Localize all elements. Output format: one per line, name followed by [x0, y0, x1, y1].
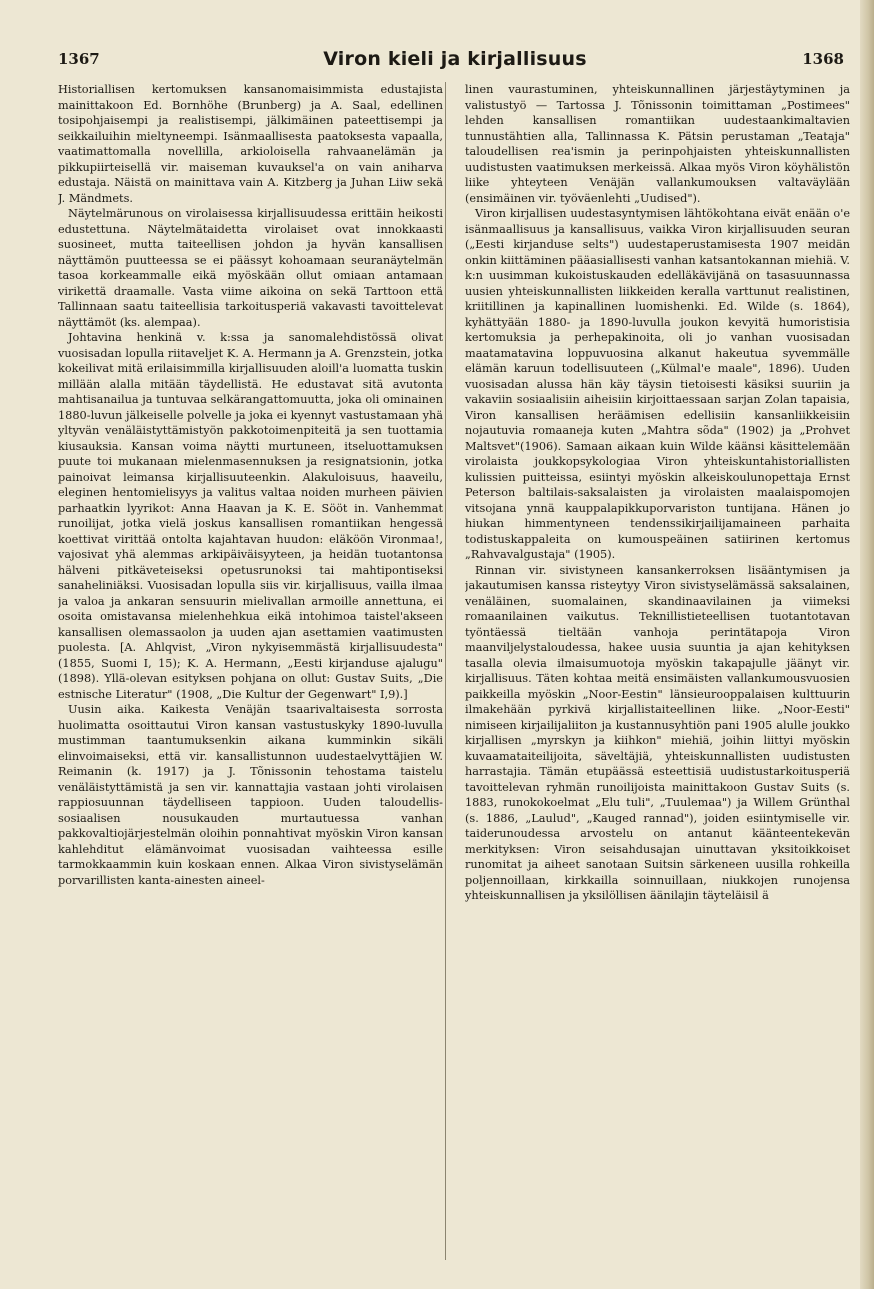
text-columns — [58, 82, 850, 1262]
paragraph: Uusin aika. Kaikesta Venäjän tsaarivaltaisesta sorrosta huolimatta osoittautui Viron kansan vastustuskyky 1890-luvulla mustimman taantumuksenkin aikana kumminkin sikäli elinvoimaiseksi, että vir. kansallistunnon uudestaelvyttäjien W. Reimanin (k. 1917) ja J. Tõnissonin tehostama taistelu venäläistyttämistä ja sen vir. kannattajia vastaan johti virolaisen rappiosuunnan täydelliseen tappioon. Uuden taloudellis-sosiaalisen nousukauden murtautuessa vanhan pakkovaltiojärjestelmän oloihin ponnahtivat myöskin Viron kansan kahlehditut elämänvoimat vuosisadan vaihteessa esille tarmokkaammin kuin koskaan ennen. Alkaa Viron sivistyselämän porvarillisten kanta-ainesten aineel- — [58, 703, 443, 887]
page-edge — [860, 0, 874, 1289]
paragraph: Historiallisen kertomuksen kansanomaisimmista edustajista mainittakoon Ed. Bornhöhe (Brunberg) ja A. Saal, edellinen tosipohjaisempi ja realistisempi, jälkimäinen pateettisempi ja seikkailuihin mieltyneempi. Isänmaallisesta paatoksesta vapaalla, vaatimattomalla novellilla, arkioloisella rahvaanelämän ja pikkupiirteisellä vir. maiseman kuvauksel'a on vain aniharva edustaja. Näistä on mainittava vain A. Kitzberg ja Juhan Liiw sekä J. Mändmets. — [58, 83, 443, 205]
right-column — [465, 82, 850, 1262]
paragraph: Rinnan vir. sivistyneen kansankerroksen lisääntymisen ja jakautumisen kanssa risteytyy Viron sivistyselämässä saksalainen, venäläinen, suomalainen, skandinaavilainen ja viimeksi romaanilainen vaikutus. Teknillistieteellisen tuotantotavan työntäessä tieltään vanhoja perintätapoja Viron maanviljelystaloudessa, hakee uusia suuntia ja ajan kehityksen tasalla olevia ilmaisumuotoja myöskin takapajulle jäänyt vir. kirjallisuus. Täten kohtaa meitä ensimäisten vallankumousvuosien paikkeilla myöskin „Noor-Eestin" länsieurooppalaisen kulttuurin ilmakehään pyrkivä kirjallistaiteellinen liike. „Noor-Eesti" nimiseen kirjailijaliiton ja kustannusyhtiön pani 1905 alulle joukko kirjallisen „myrskyn ja kiihkon" miehiä, joihin liittyi myöskin kuvaamataiteilijoita, säveltäjiä, yhteiskunnallisten uudistusten harrastajia. Tämän etupäässä esteettisiä uudistustarkoitusperiä tavoittelevan ryhmän runoilijoista mainittakoon Gustav Suits (s. 1883, runokokoelmat „Elu tuli", „Tuulemaa") ja Willem Grünthal (s. 1886, „Laulud", „Kauged rannad"), joiden esiintymiselle vir. taiderunoudessa arvostelu on antanut käänteentekevän merkityksen: Viron seisahdusajan uinuttavan yksitoikkoiset runomitat ja aiheet sanotaan Suitsin särkeneen uusilla rohkeilla poljennoillaan, kirkkailla soinnuillaan, niukkojen runojensa yhteiskunnallisen ja yksilöllisen äänilajin täyteläisil ä — [465, 563, 850, 902]
running-title: Viron kieli ja kirjallisuus — [323, 48, 587, 70]
paragraph: Näytelmärunous on virolaisessa kirjallisuudessa erittäin heikosti edustettuna. Näytelmätaidetta virolaiset ovat innokkaasti suosineet, mutta taiteellisen johdon ja hyvän kansallisen näyttämön puutteessa se ei päässyt kohoamaan seuranäytelmän tasoa korkeammalle eikä myöskään ollut omiaan antamaan virikettä draamalle. Vasta viime aikoina on sekä Tarttoon että Tallinnaan saatu taiteellisia tarkoitusperiä vakavasti tavoittelevat näyttämöt (ks. alempaa). — [58, 207, 443, 329]
paragraph: Johtavina henkinä v. k:ssa ja sanomalehdistössä olivat vuosisadan lopulla riitaveljet K. A. Hermann ja A. Grenzstein, jotka kokeilivat mitä erilaisimmilla kirjallisuuden aloill'a luomatta tuskin millään alalla mitään täydellistä. He edustavat sitä avutonta mahtisanailua ja tuntuvaa selkärangattomuutta, joka oli ominainen 1880-luvun jälkeiselle polvelle ja joka ei kyennyt vastustamaan yhä yltyvän venäläistyttämistyön pakkotoimenpiteitä ja sen tuottamia kiusauksia. Kansan voima näytti murtuneen, itseluottamuksen puute toi mukanaan mielenmasennuksen ja resignatsionin, jotka painoivat leimansa kirjallisuuteenkin. Alakuloisuus, haaveilu, eleginen hentomielisyys ja valitus valtaa noiden murheen päivien parhaatkin lyyrikot: Anna Haavan ja K. E. Sööt in. Vanhemmat runoilijat, jotka vielä joskus kansallisen romantiikan hengessä koettivat virittää ontolta kajahtavan huudon: eläköön Vironmaa!, vajosivat yhä alemmas arkipäiväisyyteen, ja heidän tuotantonsa hälveni pitkäveteiseksi opetusrunoksi tai mahtipontiseksi sanaheliniäksi. Vuosisadan lopulla siis vir. kirjallisuus, vailla ilmaa ja valoa ja ankaran sensuurin mielivallan armoille annettuna, ei osoita omistavansa mielenhehkua eikä intohimoa taistel'akseen kansallisen olemassaolon ja uuden ajan asettamien vaatimusten puolesta. [A. Ahlqvist, „Viron nykyisemmästä kirjallisuudesta" (1855, Suomi I, 15); K. A. Hermann, „Eesti kirjanduse ajalugu" (1898). Yllä-olevan esityksen pohjana on ollut: Gustav Suits, „Die estnische Literatur" (1908, „Die Kultur der Gegenwart" I,9).] — [58, 331, 443, 701]
left-page-number: 1367 — [58, 50, 100, 68]
paragraph: linen vaurastuminen, yhteiskunnallinen järjestäytyminen ja valistustyö — Tartossa J. Tõnissonin toimittaman „Postimees" lehden kansallisen romantiikan uudestaankimaltavien tunnustähtien alla, Tallinnassa K. Pätsin perustaman „Teataja" taloudellisen rea'ismin ja perinpohjaisten yhteiskunnallisten uudistusten vaatimuksen merkeissä. Alkaa myös Viron köyhälistön liike yhteyteen Venäjän vallankumouksen valtaväylään (ensimäinen vir. työväenlehti „Uudised"). — [465, 83, 850, 205]
right-page-number: 1368 — [802, 50, 844, 68]
left-column — [58, 82, 443, 1262]
paragraph: Viron kirjallisen uudestasyntymisen lähtökohtana eivät enään o'e isänmaallisuus ja kansallisuus, vaikka Viron kirjallisuuden seuran („Eesti kirjanduse selts") uudestaperustamisesta 1907 meidän onkin kiittäminen pääasiallisesti vanhan katsantokannan miehiä. V. k:n uusimman kukoistuskauden edelläkävijänä on tasasuunnassa uusien yhteiskunnallisten liikkeiden keralla varttunut realistinen, kriitillinen ja kapinallinen luomishenki. Ed. Wilde (s. 1864), kyhättyään 1880- ja 1890-luvulla joukon kevyitä humoristisia kertomuksia ja perhepakinoita, oli jo vanhan vuosisadan maatamatavina loppuvuosina alkanut hakeutua syvemmälle elämän karuun todellisuuteen („Külmal'e maale", 1896). Uuden vuosisadan alussa hän käy täysin tietoisesti käsiksi suuriin ja vakaviin sosiaalisiin aiheisiin kirjoittaessaan sarjan Zolan tapaisia, Viron kansallisen heräämisen edellisiin kansanliikkeisiin nojautuvia romaaneja kuten „Mahtra sõda" (1902) ja „Prohvet Maltsvet"(1906). Samaan aikaan kuin Wilde käänsi käsittelemään virolaista joukkopsykologiaa Viron yhteiskuntahistoriallisten kulissien puitteissa, esiintyi myöskin alkeiskoulunopettaja Ernst Peterson baltilais-saksalaisten ja virolaisten maalaispomojen vitsojana ynnä kauppalapikkuporvariston tuntijana. Hänen jo hiukan himmentyneen tendenssikirjailijamaineen parhaita todistuskappaleita on kumouspeäinen satiirinen kertomus „Rahvavalgustaja" (1905). — [465, 207, 850, 561]
page-header — [58, 48, 852, 74]
